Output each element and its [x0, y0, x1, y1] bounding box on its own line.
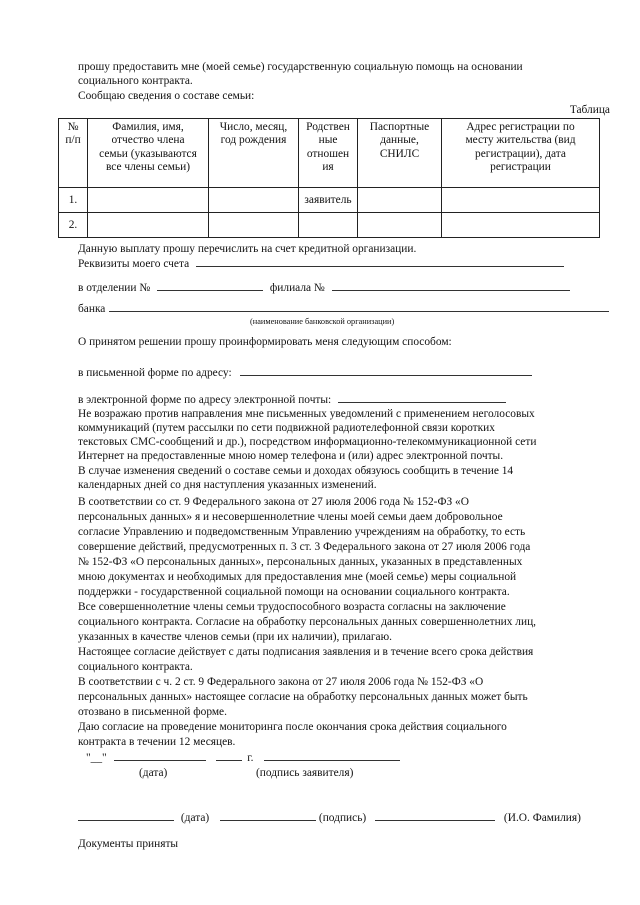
p2-line: календарных дней со дня наступления указанных изменений.: [78, 479, 377, 491]
table-row: [59, 213, 600, 238]
p3-line: № 152-ФЗ «О персональных данных», персональных данных, указанных в представленных: [78, 556, 523, 568]
p6-line: персональных данных» настоящее согласие на обработку персональных данных может быть: [78, 691, 528, 703]
footer-sign-field[interactable]: [220, 819, 316, 821]
signature-date-label: (дата): [139, 767, 168, 779]
p6-line: В соответствии с ч. 2 ст. 9 Федерального закона от 27 июля 2006 года № 152-ФЗ «О: [78, 676, 484, 688]
account-row: [78, 258, 564, 272]
filial-field[interactable]: [332, 289, 570, 291]
p1-line: коммуникаций (путем рассылки по сети подвижной радиотелефонной связи коротких: [78, 422, 495, 434]
table-header-row: [59, 119, 600, 188]
header-line: №: [67, 121, 79, 133]
branch-label: в отделении №: [78, 282, 151, 294]
footer-date-field[interactable]: [78, 819, 174, 821]
p3-line: персональных данных» я и несовершеннолетние члены моей семьи даем добровольное: [78, 511, 503, 523]
header-line: Фамилия, имя,: [112, 121, 184, 133]
p7-line: контракта в течении 12 месяцев.: [78, 736, 236, 748]
header-line: год рождения: [220, 134, 287, 147]
p6-line: отозвано в письменной форме.: [78, 706, 227, 718]
signature-month-field[interactable]: [114, 759, 206, 761]
footer-name-field[interactable]: [375, 819, 495, 821]
header-cell-address: [442, 119, 600, 188]
footer-date-label: (дата): [180, 812, 210, 824]
table-cell-address[interactable]: [442, 188, 600, 213]
email-field[interactable]: [338, 401, 506, 403]
bank-label: банка: [78, 303, 106, 315]
p3-line: совершение действий, предусмотренных п. 3 ст. 3 Федерального закона от 27 июля 2006 года: [78, 541, 531, 553]
header-line: ные: [318, 134, 338, 147]
header-line: месту жительства (вид: [465, 134, 576, 147]
transfer-text: Данную выплату прошу перечислить на счет кредитной организации.: [78, 243, 417, 255]
p4-line: указанных в качестве членов семьи (при их наличии), прилагаю.: [78, 631, 392, 643]
table-cell-birthdate[interactable]: [209, 213, 299, 238]
documents-accepted: Документы приняты: [78, 838, 179, 850]
header-line: отчество члена: [111, 134, 185, 147]
p3-line: В соответствии со ст. 9 Федерального закона от 27 июля 2006 года № 152-ФЗ «О: [78, 496, 469, 508]
p2-line: В случае изменения сведений о составе семьи и доходах обязуюсь сообщить в течение 14: [78, 465, 514, 477]
intro-line1: прошу предоставить мне (моей семье) государственную социальную помощь на основании: [78, 61, 523, 73]
footer-row: [78, 812, 581, 826]
header-line: Родствен: [306, 121, 350, 133]
header-line: данные,: [380, 134, 419, 147]
signature-year-label: г.: [247, 752, 254, 764]
signature-year-field[interactable]: [216, 759, 242, 761]
table-cell-passport[interactable]: [358, 188, 442, 213]
signature-day: "__": [86, 752, 107, 764]
p3-line: согласие Управлению и подведомственным Управлению учреждениям на обработку, то есть: [78, 526, 526, 538]
table-cell-relation: заявитель: [299, 188, 358, 213]
intro-line2: социального контракта.: [78, 75, 193, 87]
header-line: регистрации: [490, 161, 551, 174]
table-cell-birthdate[interactable]: [209, 188, 299, 213]
account-label: Реквизиты моего счета: [78, 258, 190, 270]
footer-sign-label: (подпись): [318, 812, 367, 824]
family-table: [58, 118, 600, 238]
header-cell-birthdate: [209, 119, 299, 188]
header-line: Адрес регистрации по: [466, 121, 575, 133]
footer-name-label: (И.О. Фамилия): [503, 812, 581, 824]
p5-line: Настоящее согласие действует с даты подписания заявления и в течение всего срока действия: [78, 646, 534, 658]
table-cell-name[interactable]: [88, 213, 209, 238]
table-row: [59, 188, 600, 213]
header-line: отношен: [306, 147, 350, 160]
p4-line: социального контракта. Согласие на обработку персональных данных совершеннолетних лиц,: [78, 616, 537, 628]
written-label: в письменной форме по адресу:: [78, 367, 232, 379]
email-row: [78, 394, 506, 408]
p5-line: социального контракта.: [78, 661, 193, 673]
written-row: [78, 367, 532, 381]
header-cell-number: [59, 119, 88, 188]
header-line: Число, месяц,: [219, 121, 288, 133]
header-cell-name: [88, 119, 209, 188]
written-address-field[interactable]: [240, 374, 532, 376]
p4-line: Все совершеннолетние члены семьи трудоспособного возраста согласны на заключение: [78, 601, 506, 613]
header-line: все члены семьи): [105, 161, 191, 174]
p1-line: Не возражаю против направления мне письменных уведомлений с применением неголосовых: [78, 408, 535, 420]
header-line: регистрации), дата: [475, 147, 566, 160]
p3-line: мною документах и необходимых для предоставления мне (моей семье) меры социальной: [78, 571, 517, 583]
table-cell-number: 1.: [59, 188, 88, 213]
header-line: ия: [322, 161, 334, 174]
filial-label: филиала №: [269, 282, 325, 294]
header-line: семьи (указываются: [99, 147, 197, 160]
table-cell-passport[interactable]: [358, 213, 442, 238]
table-cell-name[interactable]: [88, 188, 209, 213]
p3-line: поддержки - государственной социальной помощи на основании социального контракта.: [78, 586, 510, 598]
signature-row: [86, 752, 400, 766]
header-line: СНИЛС: [379, 147, 420, 160]
table-cell-address[interactable]: [442, 213, 600, 238]
p1-line: текстовых СМС-сообщений и др.), посредством информационно-телекоммуникационной сети: [78, 436, 537, 448]
header-cell-relation: [299, 119, 358, 188]
table-caption: Таблица: [569, 104, 610, 116]
branch-field[interactable]: [157, 289, 263, 291]
branch-row: [78, 282, 570, 296]
family-info-label: Сообщаю сведения о составе семьи:: [78, 90, 255, 102]
email-label: в электронной форме по адресу электронной почты:: [78, 394, 332, 406]
table-cell-relation[interactable]: [299, 213, 358, 238]
bank-field[interactable]: [109, 310, 609, 312]
signature-sign-label: (подпись заявителя): [256, 767, 354, 779]
signature-field[interactable]: [264, 759, 400, 761]
bank-row: [78, 303, 609, 317]
account-field[interactable]: [196, 265, 564, 267]
header-line: Паспортные: [369, 121, 430, 133]
p7-line: Даю согласие на проведение мониторинга после окончания срока действия социального: [78, 721, 507, 733]
header-line: п/п: [65, 134, 81, 147]
bank-hint: (наименование банковской организации): [250, 317, 395, 326]
p1-line: Интернет на предоставленные мною номер телефона и (или) адрес электронной почты.: [78, 450, 504, 462]
table-cell-number: 2.: [59, 213, 88, 238]
header-cell-passport: [358, 119, 442, 188]
notify-title: О принятом решении прошу проинформировать меня следующим способом:: [78, 336, 452, 348]
